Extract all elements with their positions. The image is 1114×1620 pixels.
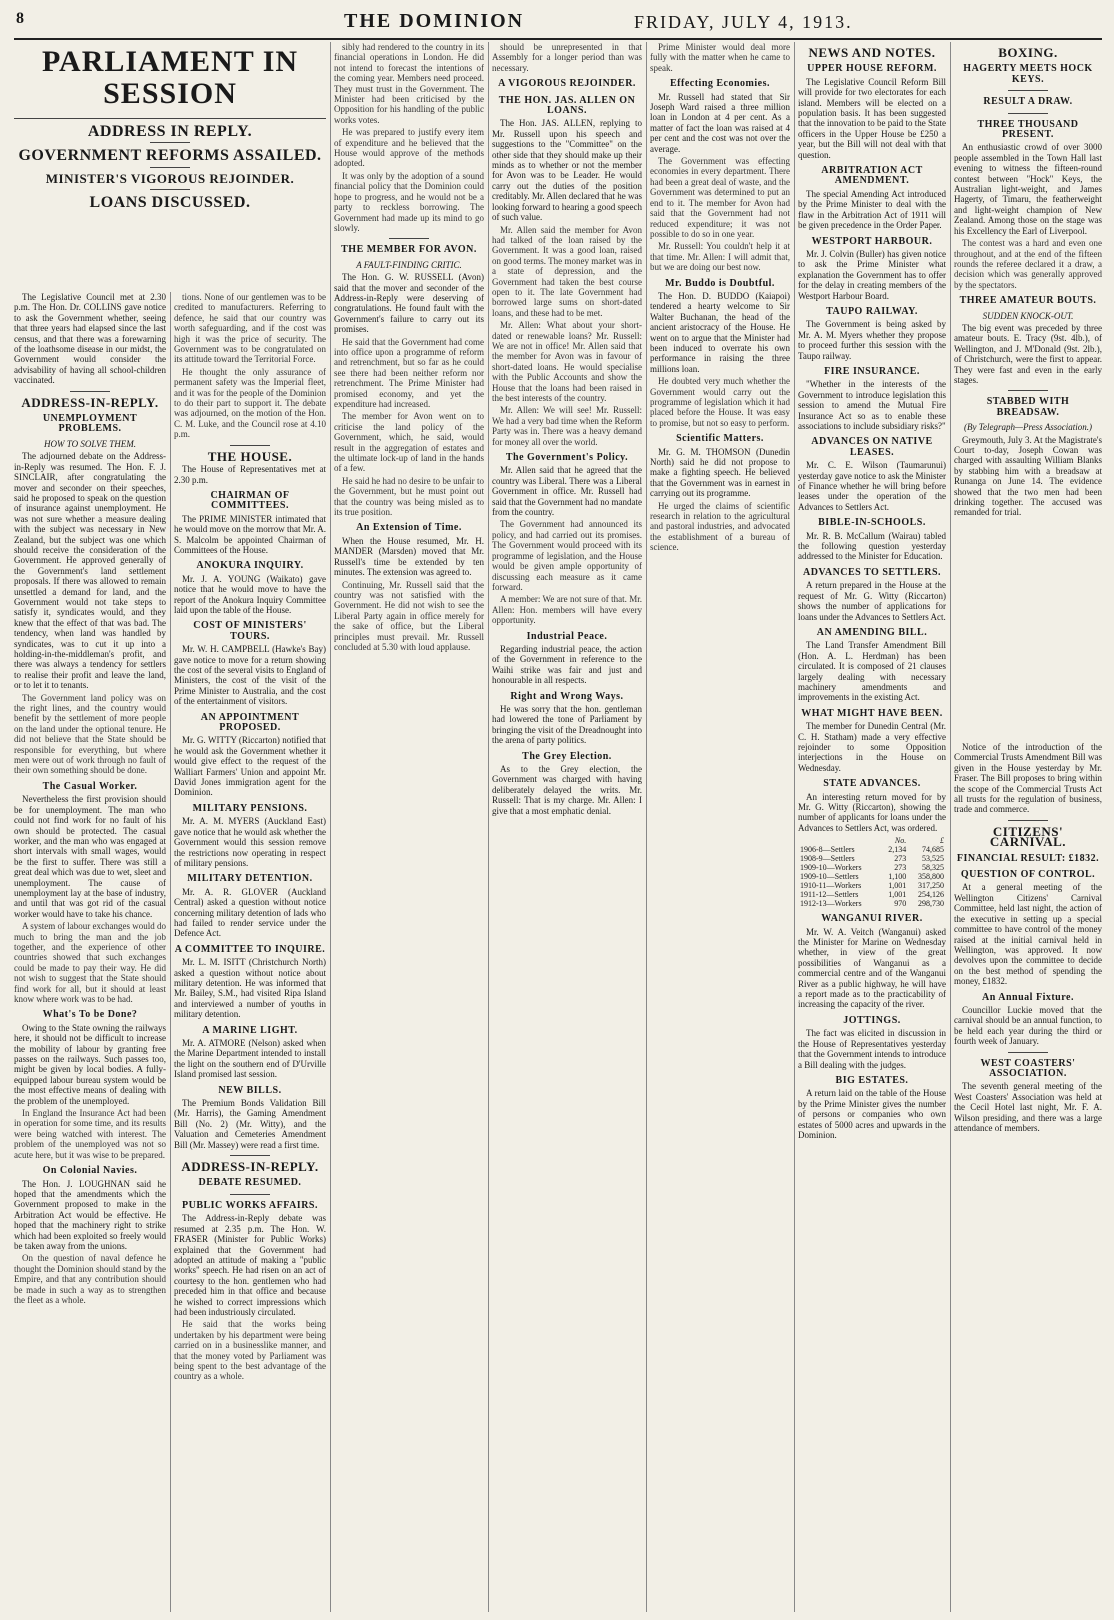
stabbed-heading: STABBED WITH BREADSAW. bbox=[986, 396, 1070, 418]
column-1 bbox=[14, 292, 166, 1612]
sudden-heading: SUDDEN KNOCK-OUT. bbox=[982, 310, 1074, 321]
west-coasters-body: The seventh general meeting of the West Coasters' Association was held at the Cecil Hotel last night, Mr. F. A. Wilson presiding, and there was a large attendance of members. bbox=[954, 1081, 1102, 1133]
filler-text: In England the Insurance Act had been in operation for some time, and its results were being watched with interest. The problem of the unemployed was not so acute here, but it was wise to be prepared. bbox=[14, 1108, 166, 1160]
house-body: The House of Representatives met at 2.30 p.m. bbox=[174, 464, 326, 485]
fire-body: "Whether in the interests of the Government to introduce legislation this session to amend the Mutual Fire Insurance Act so as to enable these associations to include subsidiary risks?" bbox=[798, 379, 946, 431]
rejoinder-heading: A VIGOROUS REJOINDER. bbox=[498, 78, 636, 90]
anoukura-heading: ANOKURA INQUIRY. bbox=[196, 560, 304, 572]
unemployment-heading: UNEMPLOYMENT PROBLEMS. bbox=[42, 413, 138, 435]
headline-address: ADDRESS IN REPLY. bbox=[87, 123, 253, 140]
filler-text: He said he had no desire to be unfair to the Government, but he must point out that the country was being misled as to its true position. bbox=[334, 475, 484, 518]
amending-body: The Land Transfer Amendment Bill (Hon. A. L. Herdman) has been circulated. It is composed of 21 clauses largely dealing with necessary machinery amendments and improvements in the existing Act. bbox=[798, 640, 946, 703]
doubtful-body: The Hon. D. BUDDO (Kaiapoi) tendered a hearty welcome to Sir Walter Buchanan, the head of the ancient aristocracy of the House. He went on to argue that the Minister had been induced to overrate his own performance in raising the three millions loan. bbox=[650, 290, 790, 374]
effecting-economies-heading: Effecting Economies. bbox=[670, 78, 770, 90]
column-rule bbox=[170, 292, 171, 1612]
table-cell: 298,730 bbox=[918, 899, 944, 909]
page-number: 8 bbox=[16, 10, 25, 27]
boxing-sub: HAGERTY MEETS HOCK KEYS. bbox=[963, 63, 1093, 85]
filler-text: Prime Minister would deal more fully with the matter when he came to speak. bbox=[650, 42, 790, 73]
filler-text: The member for Avon went on to criticise the land policy of the Government, which, he said, would result in the aggregation of estates and the ultimate lock-up of land in the hands of a few. bbox=[334, 411, 484, 474]
debate-sub: DEBATE RESUMED. bbox=[198, 1177, 302, 1189]
table-cell: 317,250 bbox=[918, 881, 944, 891]
address-heading: ADDRESS-IN-REPLY. bbox=[21, 394, 159, 410]
table-cell: 1909-10—Workers bbox=[800, 863, 862, 873]
appointment-heading: AN APPOINTMENT PROPOSED. bbox=[200, 711, 300, 734]
issue-date: FRIDAY, JULY 4, 1913. bbox=[634, 12, 853, 32]
filler-text: sibly had rendered to the country in its financial operations in London. He did not intend to forecast the intentions of the coming year. Members need proceed. They must trust in the Government. The Minister had been criticised by the Opposition for his handling of the public works votes. bbox=[334, 42, 484, 125]
big-estates-body: A return laid on the table of the House by the Prime Minister gives the number of persons or companies who own estates of 5000 acres and upwards in the Dominion. bbox=[798, 1088, 946, 1140]
marine-light-heading: A MARINE LIGHT. bbox=[202, 1024, 298, 1036]
table-cell: 1,001 bbox=[888, 881, 907, 891]
unemployment-body: The adjourned debate on the Address-in-Reply was resumed. The Hon. F. J. SINCLAIR, after congratulating the mover and seconder on their speeches, said he proposed to speak on the question of insurance against unemployment. He was not sure whether a measure dealing with the subject was necessary in New Zealand, but the subject was one which should receive the consideration of the Government. He approved generally of the Government's land settlement proposals. If there was allowed to remain unsettled a demand for land, and the Government would not take steps to satisfy it, syndicates would, and they knew that the effect of that was bad. The tendency, when land was handled by syndicates, was to cut it up into a holding-in-the-middleman's profit, and there was always a tendency for settlers to realise their profit and leave the land, or to let it to tenants. bbox=[14, 451, 166, 691]
table-cell: 1911-12—Settlers bbox=[800, 890, 859, 900]
scientific-heading: Scientific Matters. bbox=[676, 433, 764, 445]
news-notes-heading: NEWS AND NOTES. bbox=[808, 45, 936, 60]
table-row bbox=[798, 854, 946, 863]
colonial-navies-body: The Hon. J. LOUGHNAN said he hoped that the amendments which the Government proposed to make in the Arbitration Act would be effective. He hoped that the machinery right to strike which had been exploited so freely would be taken away from the unions. bbox=[14, 1178, 166, 1251]
law-body: Notice of the introduction of the Commercial Trusts Amendment Bill was given in the House yesterday by Mr. Fraser. The Bill proposes to bring within the scope of the Commercial Trusts Act all trusts for the regulation of business, trade and commerce. bbox=[954, 742, 1102, 815]
new-bills-body: The Premium Bonds Validation Bill (Mr. Harris), the Gaming Amendment Bill (No. 2) (Mr. Witty), and the Valuation and Cemeteries Amendment Bill (Mr. Massey) were read a first time. bbox=[174, 1098, 326, 1150]
stabbed-body: Greymouth, July 3. At the Magistrate's Court to-day, Joseph Cowan was charged with assaulting William Blanks by stabbing him with a breadsaw at Runanga on June 14. The evidence showed that the two men had been drinking together. The accused was remanded for trial. bbox=[954, 434, 1102, 518]
filler-text: The Government had announced its policy, and had carried out its promises. The Government would proceed with its programme of legislation, and the House would be given ample opportunity of discussing each measure as it came forward. bbox=[492, 519, 642, 592]
column-rule bbox=[330, 42, 331, 1612]
casual-worker-body: Nevertheless the first provision should be for unemployment. The man who could not find work for no fault of his own should be protected. The casual worker, and the man who was engaged at short intervals with small wages, would be the first to suffer. There was still a great deal which was due to wet, sleet and unemployment. The cause of unemployment lay at the base of industry, and until that was got rid of the casual worker would have to take his chance. bbox=[14, 794, 166, 919]
filler-text: It was only by the adoption of a sound financial policy that the Dominion could hope to progress, and he would not be a party to reckless borrowing. The Government had made up its mind to go slowly. bbox=[334, 170, 484, 233]
state-advances-body: An interesting return moved for by Mr. G. Witty (Riccarton), showing the number of applicants for loans under the Advances to Settlers Act, was ordered. bbox=[798, 791, 946, 833]
extension-body: When the House resumed, Mr. H. MANDER (Marsden) moved that Mr. Russell's time be extended by ten minutes. The extension was agreed to. bbox=[334, 535, 484, 578]
allen-body: The Hon. JAS. ALLEN, replying to Mr. Russell upon his speech and suggestions to the "Committee" on the other side that they should make up their minds as to whether or not the member for Avon was to be Leader. He would carry out the duties of the position creditably. Mr. Allen declared that he was looking forward to hearing a good speech of such value. bbox=[492, 118, 642, 223]
filler-text: He said that the Government had come into office upon a programme of reform and retrenchment, but so far as he could see there had been neither reform nor retrenchment. The Prime Minister had promised economy, and yet the expenditure had increased. bbox=[334, 336, 484, 409]
state-advances-table bbox=[798, 836, 946, 908]
might-have-been-body: The member for Dunedin Central (Mr. C. H. Statham) made a very effective rejoinder to some Opposition interjections in the House on Wednesday. bbox=[798, 721, 946, 773]
unemployment-sub: HOW TO SOLVE THEM. bbox=[43, 438, 136, 449]
fire-heading: FIRE INSURANCE. bbox=[824, 365, 920, 377]
bible-body: Mr. R. B. McCallum (Wairau) tabled the following question yesterday addressed to the Minister for Education. bbox=[798, 530, 946, 562]
jottings-body: The fact was elicited in discussion in the House of Representatives yesterday that the Government intends to introduce a Bill dealing with the judges. bbox=[798, 1028, 946, 1070]
table-row bbox=[798, 899, 946, 908]
chairman-body: The PRIME MINISTER intimated that he would move on the morrow that Mr. A. S. Malcolm be appointed Chairman of Committees of the House. bbox=[174, 513, 326, 555]
carnival-sub: FINANCIAL RESULT: £1832. bbox=[956, 852, 1100, 864]
casual-worker-heading: The Casual Worker. bbox=[42, 780, 138, 792]
grey-election-heading: The Grey Election. bbox=[522, 750, 612, 762]
table-cell: 74,685 bbox=[922, 845, 944, 855]
taupo-body: The Government is being asked by Mr. A. M. Myers whether they propose to proceed further this session with the Taupo railway. bbox=[798, 319, 946, 361]
new-bills-heading: NEW BILLS. bbox=[218, 1084, 282, 1096]
headline-rejoinder: MINISTER'S VIGOROUS REJOINDER. bbox=[45, 170, 295, 186]
debate-heading: ADDRESS-IN-REPLY. bbox=[181, 1159, 319, 1175]
westport-heading: WESTPORT HARBOUR. bbox=[811, 235, 933, 247]
filler-text: The contest was a hard and even one throughout, and at the end of the fifteen rounds the referee declared it a draw, a decision which was generally approved by the spectators. bbox=[954, 238, 1102, 290]
marine-light-body: Mr. A. ATMORE (Nelson) asked when the Marine Department intended to install the light on the southern end of D'Urville Island promised last session. bbox=[174, 1038, 326, 1080]
committee-body: Mr. L. M. ISITT (Christchurch North) asked a question without notice about military detention. He was informed that Mr. Bailey, S.M., had visited Ripa Island and interviewed a number of youths in military detention. bbox=[174, 957, 326, 1020]
table-row bbox=[798, 872, 946, 881]
tours-heading: COST OF MINISTERS' TOURS. bbox=[193, 620, 307, 642]
west-coasters-heading: WEST COASTERS' ASSOCIATION. bbox=[980, 1057, 1076, 1079]
table-cell: 1910-11—Workers bbox=[800, 881, 862, 891]
advances-settlers-body: A return prepared in the House at the request of Mr. G. Witty (Riccarton) shows the number of applications for loans under the Advances to Settlers Act. bbox=[798, 580, 946, 622]
filler-text: Mr. Russell: You couldn't help it at that time. Mr. Allen: I will admit that, but we are doing our best now. bbox=[650, 241, 790, 273]
right-wrong-body: He was sorry that the hon. gentleman had lowered the tone of Parliament by bringing the visit of the Dreadnought into the arena of party politics. bbox=[492, 703, 642, 746]
colonial-navies-heading: On Colonial Navies. bbox=[42, 1165, 138, 1177]
table-row bbox=[798, 881, 946, 890]
wanganui-body: Mr. W. A. Veitch (Wanganui) asked the Minister for Marine on Wednesday whether, in view of the great possibilities of Wanganui as a commercial centre and of the Wanganui River as a public highway, he will have a report made as to the practicability of increasing the capacity of the river. bbox=[798, 926, 946, 1010]
column-rule bbox=[646, 42, 647, 1612]
military-detention-body: Mr. A. R. GLOVER (Auckland Central) asked a question without notice concerning military detention of lads who had failed to render service under the Defence Act. bbox=[174, 886, 326, 939]
bible-heading: BIBLE-IN-SCHOOLS. bbox=[818, 517, 926, 529]
scientific-body: Mr. G. M. THOMSON (Dunedin North) said he did not propose to make a fighting speech. He believed that the Government was in earnest in carrying out its programme. bbox=[650, 446, 790, 499]
table-cell: 2,134 bbox=[888, 845, 907, 855]
table-header-cell: No. bbox=[894, 836, 907, 846]
boxing-heading: BOXING. bbox=[998, 45, 1058, 60]
table-cell: 53,525 bbox=[922, 854, 944, 864]
filler-text: A system of labour exchanges would do much to bring the man and the job together, and the experience of other countries showed that such exchanges could be made to pay their way. He did not wish to suggest that the State should find work for all, but it should at least know where work was to be had. bbox=[14, 921, 166, 1004]
table-cell: 1906-8—Settlers bbox=[800, 845, 855, 855]
might-have-been-heading: WHAT MIGHT HAVE BEEN. bbox=[801, 707, 943, 719]
public-works-body: The Address-in-Reply debate was resumed at 2.35 p.m. The Hon. W. FRASER (Minister for Public Works) explained that the Government had adopted an attitude of making a "public works" speech. He had risen on an act of courtesy to the hon. gentlemen who had preceded him in that office and because he wished to correct impressions which had been industriously circulated. bbox=[174, 1213, 326, 1317]
headline-loans: LOANS DISCUSSED. bbox=[89, 194, 251, 212]
headline-reforms: GOVERNMENT REFORMS ASSAILED. bbox=[18, 147, 322, 165]
military-pensions-heading: MILITARY PENSIONS. bbox=[192, 802, 308, 814]
table-header-cell: £ bbox=[940, 836, 944, 846]
filler-text: The Government was effecting economies in every department. There had been a great deal of waste, and the Government was determined to put an end to it. The member for Avon had said that the Government had not reduced expenditure; it was not possible to do so in one year. bbox=[650, 156, 790, 239]
doubtful-heading: Mr. Buddo is Doubtful. bbox=[665, 277, 775, 289]
table-cell: 1909-10—Settlers bbox=[800, 872, 859, 882]
table-header-row bbox=[798, 836, 946, 845]
appointment-body: Mr. G. WITTY (Riccarton) notified that he would ask the Government whether it would give effect to the request of the Walliart Farmers' Union and appoint Mr. David Jones immigration agent for the Dominion. bbox=[174, 735, 326, 798]
filler-text: should be unrepresented in that Assembly for a longer period than was necessary. bbox=[492, 42, 642, 73]
table-cell: 273 bbox=[894, 854, 907, 864]
table-cell: 1,001 bbox=[888, 890, 907, 900]
big-estates-heading: BIG ESTATES. bbox=[835, 1074, 909, 1086]
filler-text: Mr. Allen: What about your short-dated or renewable loans? Mr. Russell: We are not in office! Mr. Allen said that the member for Avon was in favour of short-dated loans. He would specialise with the Public Accounts and show the House that the loans had been raised in the best interests of the country. bbox=[492, 320, 642, 403]
boxing-sub2: RESULT A DRAW. bbox=[983, 96, 1073, 108]
table-cell: 358,800 bbox=[918, 872, 944, 882]
avon-body: The Hon. G. W. RUSSELL (Avon) said that the mover and seconder of the Address-in-Reply were deserving of congratulations. He found fault with the Government's failure to carry out its promises. bbox=[334, 272, 484, 335]
state-advances-heading: STATE ADVANCES. bbox=[823, 778, 921, 790]
masthead bbox=[14, 8, 1102, 40]
carnival-sub2: QUESTION OF CONTROL. bbox=[960, 869, 1096, 881]
right-wrong-heading: Right and Wrong Ways. bbox=[510, 690, 624, 702]
column-4 bbox=[492, 42, 642, 1612]
boxing-body: An enthusiastic crowd of over 3000 people assembled in the Town Hall last evening to witness the fifteen-round contest between "Hock" Keys, the Australian light-weight, and James Hagerty, of Timaru, the featherweight and light-weight champion of New Zealand. Among those on the stage was his Excellency the Earl of Liverpool. bbox=[954, 142, 1102, 236]
effecting-economies-body: Mr. Russell had stated that Sir Joseph Ward raised a three million loan in London at 4 per cent. As a matter of fact the loan was raised at 4 per cent and the cost was not over the average. bbox=[650, 91, 790, 154]
amateur-heading: THREE AMATEUR BOUTS. bbox=[959, 295, 1097, 307]
chairman-heading: CHAIRMAN OF COMMITTEES. bbox=[210, 489, 290, 512]
advances-leases-heading: ADVANCES ON NATIVE LEASES. bbox=[811, 436, 933, 458]
extension-heading: An Extension of Time. bbox=[356, 522, 462, 534]
industrial-peace-body: Regarding industrial peace, the action of the Government in reference to the Waihi strike was fair and just and honourable in all respects. bbox=[492, 643, 642, 686]
allen-heading: THE HON. JAS. ALLEN ON LOANS. bbox=[498, 94, 636, 117]
table-cell: 58,325 bbox=[922, 863, 944, 873]
column-6 bbox=[798, 42, 946, 1612]
table-cell: 970 bbox=[894, 899, 907, 909]
industrial-peace-heading: Industrial Peace. bbox=[526, 630, 608, 642]
boxing-sub3: THREE THOUSAND PRESENT. bbox=[977, 118, 1079, 141]
committee-heading: A COMMITTEE TO INQUIRE. bbox=[174, 943, 326, 955]
filler-text: Continuing, Mr. Russell said that the country was not satisfied with the Government. He did not wish to see the Liberal Party again in office merely for the sake of office, but the Liberal principles must prevail. Mr. Russell concluded at 5.30 with loud applause. bbox=[334, 579, 484, 652]
military-pensions-body: Mr. A. M. MYERS (Auckland East) gave notice that he would ask whether the Government would this session remove the restrictions now operating in respect of military pensions. bbox=[174, 816, 326, 868]
grey-election-body: As to the Grey election, the Government was charged with having deliberately delayed the writs. Mr. Russell: That is my charge. Mr. Allen: I give that a most emphatic denial. bbox=[492, 764, 642, 816]
jottings-heading: JOTTINGS. bbox=[843, 1014, 901, 1026]
military-detention-heading: MILITARY DETENTION. bbox=[187, 873, 313, 885]
filler-text: On the question of naval defence he thought the Dominion should stand by the Empire, and that any contribution should be made in such a way as to strengthen the fleet as a whole. bbox=[14, 1253, 166, 1305]
column-2 bbox=[174, 292, 326, 1612]
upper-house-body: The Legislative Council Reform Bill will provide for two electorates for each island. Members will be elected on a population basis. It has been suggested that the innovation to be paid to the State officers in the Upper House be £250 a year, but the Bill will not deal with that question. bbox=[798, 76, 946, 160]
whats-to-be-done-heading: What's To be Done? bbox=[42, 1009, 138, 1021]
filler-text: Mr. Allen said the member for Avon had talked of the loan raised by the Government. It was a good loan, raised on good terms. The money market was in a state of depression, and the Government had taken the best course open to it. The late Government had borrowed large sums on short-dated loans, and these had to be met. bbox=[492, 224, 642, 318]
column-rule bbox=[950, 42, 951, 1612]
table-cell: 1908-9—Settlers bbox=[800, 854, 855, 864]
filler-text: He doubted very much whether the Government would carry out the programme of legislation which it had placed before the House. It was easy to promise, but not so easy to perform. bbox=[650, 376, 790, 428]
column-7-lower bbox=[954, 742, 1102, 1612]
column-3 bbox=[334, 42, 484, 1612]
government-policy-body: Mr. Allen said that he agreed that the country was Liberal. There was a Liberal Government in office. Mr. Russell had said that the Government had no mandate from the country. bbox=[492, 465, 642, 518]
arbitration-heading: ARBITRATION ACT AMENDMENT. bbox=[821, 165, 923, 187]
carnival-heading: CITIZENS' CARNIVAL. bbox=[989, 823, 1067, 850]
column-rule bbox=[488, 42, 489, 1612]
columns bbox=[14, 42, 1102, 1612]
advances-leases-body: Mr. C. E. Wilson (Taumarunui) yesterday gave notice to ask the Minister of Finance whether he will bring before leases under the operation of the Advances to Settlers Act. bbox=[798, 460, 946, 512]
stabbed-dateline: (By Telegraph—Press Association.) bbox=[964, 422, 1092, 433]
filler-text: Mr. Allen: We will see! Mr. Russell: We had a very bad time when the Reform Party was in. There was a heavy demand for money all over the world. bbox=[492, 405, 642, 447]
carnival-body: At a general meeting of the Wellington Citizens' Carnival Committee, held last night, the action of the executive in setting up a special committee to have control of the money raised at the initial carnival held in Wellington, was approved. It now devolves upon the committee to decide on the best method of spending the money, £1832. bbox=[954, 882, 1102, 987]
annual-body: Councillor Luckie moved that the carnival should be an annual function, to be held each year during the third or fourth week of January. bbox=[954, 1004, 1102, 1047]
table-cell: 1912-13—Workers bbox=[800, 899, 862, 909]
table-cell: 273 bbox=[894, 863, 907, 873]
annual-heading: An Annual Fixture. bbox=[982, 991, 1074, 1003]
public-works-heading: PUBLIC WORKS AFFAIRS. bbox=[182, 1199, 318, 1211]
table-cell: 1,100 bbox=[888, 872, 907, 882]
table-cell: 254,126 bbox=[918, 890, 944, 900]
newspaper-title: THE DOMINION bbox=[344, 10, 525, 32]
house-heading: THE HOUSE. bbox=[207, 448, 293, 464]
filler-text: He thought the only assurance of permanent safety was the Imperial fleet, and it was for the people of the Dominion to do their part to support it. The debate was adjourned, on the motion of the Hon. C. M. Luke, and the Council rose at 4.10 p.m. bbox=[174, 366, 326, 440]
advances-settlers-heading: ADVANCES TO SETTLERS. bbox=[802, 566, 942, 578]
anoukura-body: Mr. J. A. YOUNG (Waikato) gave notice that he would move to have the report of the Anokura Inquiry Committee laid upon the table of the House. bbox=[174, 573, 326, 615]
council-intro: The Legislative Council met at 2.30 p.m. The Hon. Dr. COLLINS gave notice to ask the Government whether, seeing that three years had elapsed since the last census, and that there was a forewarning of the loathsome disease in our midst, the Government would consider the advisability of having all school-children vaccinated. bbox=[14, 292, 166, 386]
column-5 bbox=[650, 42, 790, 1612]
avon-heading: THE MEMBER FOR AVON. bbox=[341, 244, 477, 256]
upper-house-heading: UPPER HOUSE REFORM. bbox=[807, 63, 937, 75]
table-header-cell bbox=[798, 836, 881, 845]
filler-text: The Government land policy was on the right lines, and the country would benefit by the settlement of more people on the land under the optional tenure. He did not believe that the State should be responsible for everything, but where men were out of work through no fault of their own something should be done. bbox=[14, 692, 166, 776]
filler-text: A member: We are not sure of that. Mr. Allen: Hon. members will have every opportunity. bbox=[492, 594, 642, 626]
table-row bbox=[798, 845, 946, 854]
filler-text: He urged the claims of scientific research in relation to the agricultural and pastoral industries, and advocated the establishment of a bureau of science. bbox=[650, 500, 790, 553]
filler-text: He said that the works being undertaken by his department were being carried on in a businesslike manner, and that the money voted by Parliament was being spent to the best advantage of the country as a whole. bbox=[174, 1319, 326, 1382]
arbitration-body: The special Amending Act introduced by the Prime Minister to deal with the flaw in the Arbitration Act of 1911 will be given precedence in the Order Paper. bbox=[798, 188, 946, 231]
westport-body: Mr. J. Colvin (Buller) has given notice to ask the Prime Minister what explanation the Government has to offer for the delay in creating members of the Westport Harbour Board. bbox=[798, 248, 946, 301]
filler-text: tions. None of our gentlemen was to be credited to manufacturers. Referring to defence, he said that our country was worth safeguarding, and if the cost was high it was the price of security. The Government was to be congratulated on its attitude toward the Territorial Force. bbox=[174, 292, 326, 365]
taupo-heading: TAUPO RAILWAY. bbox=[826, 305, 918, 317]
government-policy-heading: The Government's Policy. bbox=[505, 452, 629, 464]
avon-sub: A FAULT-FINDING CRITIC. bbox=[356, 259, 462, 270]
amending-heading: AN AMENDING BILL. bbox=[816, 626, 928, 638]
table-row bbox=[798, 863, 946, 872]
column-rule bbox=[794, 42, 795, 1612]
filler-text: He was prepared to justify every item of expenditure and he believed that the House would approve of the methods adopted. bbox=[334, 127, 484, 169]
wanganui-heading: WANGANUI RIVER. bbox=[821, 913, 923, 925]
banner-headline: PARLIAMENT IN SESSION bbox=[41, 45, 299, 110]
newspaper-page bbox=[14, 8, 1102, 1612]
whats-to-be-done-body: Owing to the State owning the railways here, it should not be difficult to increase the mobility of labour by granting free passes on the railways. Such passes too, might be given by local bodies. A fully-equipped labour bureau system would be the most effective means of dealing with the problem of the unemployed. bbox=[14, 1022, 166, 1106]
amateur-body: The big event was preceded by three amateur bouts. E. Tracy (9st. 4lb.), of Wellington, and J. M'Donald (9st. 2lb.), of Christchurch, were the first to appear. They were fast and even in the early stages. bbox=[954, 322, 1102, 385]
table-row bbox=[798, 890, 946, 899]
tours-body: Mr. W. H. CAMPBELL (Hawke's Bay) gave notice to move for a return showing the cost of the several visits to England of Ministers, the cost of the visit of the Prime Minister to Australia, and the cost of the entertainment of visitors. bbox=[174, 644, 326, 707]
